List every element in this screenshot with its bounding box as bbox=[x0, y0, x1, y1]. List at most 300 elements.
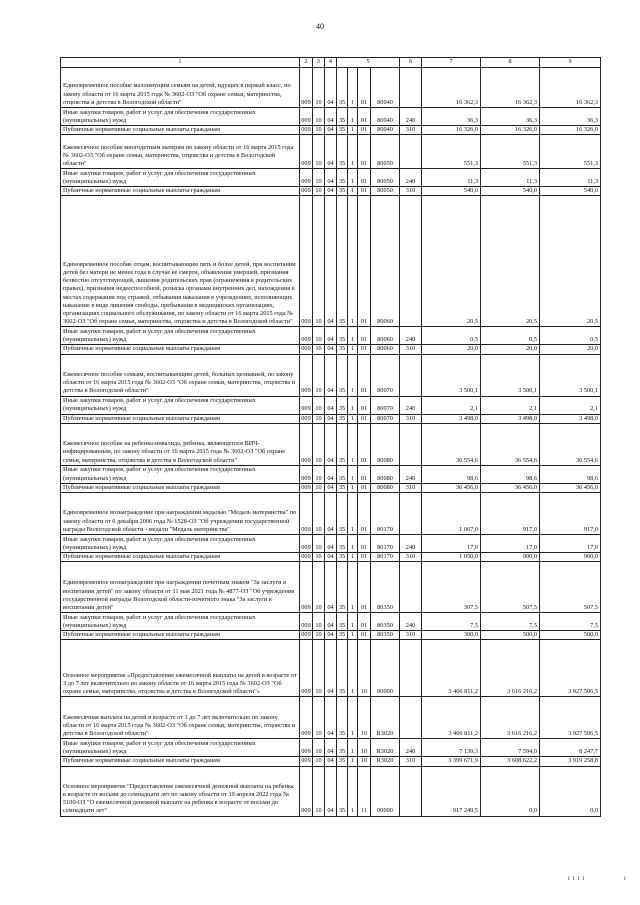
subsection-code: 04 bbox=[325, 423, 337, 465]
ministry-code: 009 bbox=[301, 126, 311, 133]
section-code: 10 bbox=[313, 196, 325, 327]
header-row bbox=[61, 58, 601, 68]
budget-table bbox=[60, 57, 601, 817]
section-code: 10 bbox=[313, 396, 325, 414]
program-code: 35 bbox=[337, 766, 348, 816]
program-code: 35 bbox=[337, 757, 348, 766]
amount-year-1: 36,3 bbox=[422, 108, 481, 126]
section-code: 10 bbox=[313, 354, 325, 396]
table-row bbox=[61, 562, 601, 613]
subsection-code: 04 bbox=[325, 126, 337, 135]
table-row bbox=[61, 535, 601, 553]
ministry-code: 009 bbox=[300, 535, 313, 553]
expense-type-code: 310 bbox=[400, 414, 422, 423]
program-code: 35 bbox=[337, 345, 348, 354]
column-header: 3 bbox=[313, 58, 325, 68]
program-code: 35 bbox=[337, 465, 348, 483]
event-code: 01 bbox=[358, 613, 371, 631]
row-description: Иные закупки товаров, работ и услуг для обеспечения государственных (муниципальных) нужд bbox=[61, 465, 300, 483]
program-code: 35 bbox=[337, 613, 348, 631]
subsection-code: 04 bbox=[325, 739, 337, 757]
amount-year-1: 36 554,6 bbox=[422, 423, 481, 465]
direction-code: 80170 bbox=[371, 493, 400, 535]
ministry-code: 009 bbox=[300, 68, 313, 108]
footer-mark: I I I I bbox=[568, 877, 586, 882]
subprogram-code: 1 bbox=[348, 423, 358, 465]
ministry-code: 009 bbox=[301, 553, 311, 561]
subprogram-code: 1 bbox=[348, 697, 358, 739]
subprogram-code: 1 bbox=[348, 396, 358, 414]
expense-type-code: 240 bbox=[400, 739, 422, 757]
amount-year-1: 3 406 811,2 bbox=[422, 640, 481, 697]
table-row bbox=[61, 396, 601, 414]
subsection-code: 04 bbox=[325, 169, 337, 187]
subprogram-code: 1 bbox=[348, 757, 358, 766]
direction-code: 80080 bbox=[371, 465, 400, 483]
ministry-code: 009 bbox=[301, 345, 311, 353]
expense-type-code: 240 bbox=[400, 613, 422, 631]
row-description: Ежемесячное пособие многодетным матерям по закону области от 16 марта 2015 года № 3602-ОЗ "Об охране семьи, материнства, отцовства и детства в Вологодской области" bbox=[61, 135, 300, 169]
amount-year-3: 36,3 bbox=[540, 108, 601, 126]
event-code: 01 bbox=[358, 396, 371, 414]
section-code: 10 bbox=[313, 553, 325, 562]
section-code: 10 bbox=[313, 126, 325, 135]
program-code: 35 bbox=[337, 562, 348, 613]
expense-type-code: 310 bbox=[400, 483, 422, 492]
amount-year-2: 20,5 bbox=[481, 196, 540, 327]
amount-year-2: 2,1 bbox=[481, 396, 540, 414]
table-row bbox=[61, 68, 601, 108]
amount-year-2: 3 500,1 bbox=[481, 354, 540, 396]
section-code: 10 bbox=[313, 640, 325, 697]
expense-type-code bbox=[400, 68, 422, 108]
subsection-code: 04 bbox=[325, 414, 337, 423]
amount-year-1: 917 249,5 bbox=[422, 766, 481, 816]
expense-type-code bbox=[400, 196, 422, 327]
section-code: 10 bbox=[313, 135, 325, 169]
subsection-code: 04 bbox=[325, 483, 337, 492]
direction-code: 80080 bbox=[371, 423, 400, 465]
row-description: Публичные нормативные социальные выплаты гражданам bbox=[61, 757, 300, 766]
subprogram-code: 1 bbox=[348, 169, 358, 187]
ministry-code: 009 bbox=[300, 640, 313, 697]
expense-type-code: 240 bbox=[400, 327, 422, 345]
amount-year-2: 0,5 bbox=[481, 327, 540, 345]
section-code: 10 bbox=[313, 423, 325, 465]
subprogram-code: 1 bbox=[348, 327, 358, 345]
table-row bbox=[61, 327, 601, 345]
expense-type-code: 310 bbox=[400, 345, 422, 354]
direction-code: 80080 bbox=[371, 483, 400, 492]
table-row bbox=[61, 423, 601, 465]
subprogram-code: 1 bbox=[348, 766, 358, 816]
amount-year-1: 551,3 bbox=[422, 135, 481, 169]
ministry-code: 009 bbox=[300, 613, 313, 631]
subprogram-code: 1 bbox=[348, 126, 358, 135]
program-code: 35 bbox=[337, 196, 348, 327]
amount-year-3: 11,3 bbox=[540, 169, 601, 187]
row-description: Публичные нормативные социальные выплаты гражданам bbox=[61, 631, 300, 640]
direction-code: 80070 bbox=[371, 396, 400, 414]
column-header: 6 bbox=[400, 58, 422, 68]
amount-year-3: 507,5 bbox=[540, 562, 601, 613]
amount-year-3: 2,1 bbox=[540, 396, 601, 414]
event-code: 01 bbox=[358, 423, 371, 465]
amount-year-1: 3 500,1 bbox=[422, 354, 481, 396]
amount-year-2: 7 594,0 bbox=[481, 739, 540, 757]
expense-type-code bbox=[400, 354, 422, 396]
event-code: 10 bbox=[358, 697, 371, 739]
expense-type-code: 310 bbox=[400, 126, 422, 135]
direction-code: R3020 bbox=[371, 757, 400, 766]
direction-code: 80070 bbox=[371, 354, 400, 396]
program-code: 35 bbox=[337, 327, 348, 345]
row-description: Единовременное пособие отцам, воспитывающим пять и более детей, при воспитании детей без матери не менее года в случае ее смерти, объявления умершей, признания безвестно отсутствующей, лишения родительских прав (ограничения в родительских правах), признания недееспособной, розыска органами внутренних дел, нахождения в местах содержания под стражей, отбывания наказания в учреждениях, исполняющих наказание в виде лишения свободы, пребывания в медицинских организациях, организациях социального обслуживания, по закону области от 16 марта 2015 года № 3602-ОЗ "Об охране семьи, материнства, отцовства и детства в Вологодской области" bbox=[61, 196, 300, 327]
event-code: 01 bbox=[358, 354, 371, 396]
direction-code: 80060 bbox=[371, 196, 400, 327]
row-description: Иные закупки товаров, работ и услуг для обеспечения государственных (муниципальных) нужд bbox=[61, 108, 300, 126]
event-code: 01 bbox=[358, 345, 371, 354]
amount-year-2: 540,0 bbox=[481, 187, 540, 196]
row-description: Публичные нормативные социальные выплаты гражданам bbox=[61, 483, 300, 492]
subsection-code: 04 bbox=[325, 196, 337, 327]
table-row bbox=[61, 196, 601, 327]
program-code: 35 bbox=[337, 135, 348, 169]
amount-year-3: 3 500,1 bbox=[540, 354, 601, 396]
table-row bbox=[61, 414, 601, 423]
amount-year-2: 0,0 bbox=[481, 766, 540, 816]
section-code: 10 bbox=[313, 535, 325, 553]
amount-year-1: 17,0 bbox=[422, 535, 481, 553]
event-code: 10 bbox=[358, 757, 371, 766]
ministry-code: 009 bbox=[300, 493, 313, 535]
section-code: 10 bbox=[313, 493, 325, 535]
row-description: Единовременное пособие малоимущим семьям на детей, идущих в первый класс, по закону области от 16 марта 2015 года № 3602-ОЗ "Об охране семьи, материнства, отцовства и детства в Вологодской области" bbox=[61, 68, 300, 108]
section-code: 10 bbox=[313, 108, 325, 126]
program-code: 35 bbox=[337, 423, 348, 465]
subsection-code: 04 bbox=[325, 396, 337, 414]
event-code: 01 bbox=[358, 135, 371, 169]
event-code: 01 bbox=[358, 562, 371, 613]
amount-year-1: 3 399 671,9 bbox=[422, 757, 481, 766]
amount-year-3: 0,5 bbox=[540, 327, 601, 345]
event-code: 01 bbox=[358, 187, 371, 196]
amount-year-3: 8 247,7 bbox=[540, 739, 601, 757]
subprogram-code: 1 bbox=[348, 562, 358, 613]
direction-code: 80060 bbox=[371, 327, 400, 345]
column-header: 4 bbox=[325, 58, 337, 68]
subsection-code: 04 bbox=[325, 68, 337, 108]
direction-code: 80060 bbox=[371, 345, 400, 354]
section-code: 10 bbox=[313, 327, 325, 345]
subsection-code: 04 bbox=[325, 766, 337, 816]
table-row bbox=[61, 465, 601, 483]
amount-year-2: 36 456,0 bbox=[481, 483, 540, 492]
amount-year-2: 507,5 bbox=[481, 562, 540, 613]
section-code: 10 bbox=[313, 68, 325, 108]
subsection-code: 04 bbox=[325, 187, 337, 196]
amount-year-2: 20,0 bbox=[481, 345, 540, 354]
row-description: Иные закупки товаров, работ и услуг для обеспечения государственных (муниципальных) нужд bbox=[61, 327, 300, 345]
subprogram-code: 1 bbox=[348, 414, 358, 423]
table-row bbox=[61, 108, 601, 126]
amount-year-2: 917,0 bbox=[481, 493, 540, 535]
event-code: 01 bbox=[358, 108, 371, 126]
subprogram-code: 1 bbox=[348, 135, 358, 169]
section-code: 10 bbox=[313, 187, 325, 196]
expense-type-code bbox=[400, 640, 422, 697]
amount-year-2: 3 616 216,2 bbox=[481, 640, 540, 697]
ministry-code: 009 bbox=[301, 757, 311, 765]
program-code: 35 bbox=[337, 739, 348, 757]
table-row bbox=[61, 766, 601, 816]
row-description: Ежемесячное пособие семьям, воспитывающим детей, больных целиакией, по закону области от 16 марта 2015 года № 3602-ОЗ "Об охране семьи, материнства, отцовства и детства в Вологодской области" bbox=[61, 354, 300, 396]
amount-year-3: 98,6 bbox=[540, 465, 601, 483]
ministry-code: 009 bbox=[301, 631, 311, 639]
program-code: 35 bbox=[337, 553, 348, 562]
ministry-code: 009 bbox=[301, 187, 311, 195]
ministry-code: 009 bbox=[300, 354, 313, 396]
section-code: 10 bbox=[313, 414, 325, 423]
amount-year-2: 11,3 bbox=[481, 169, 540, 187]
row-description: Иные закупки товаров, работ и услуг для обеспечения государственных (муниципальных) нужд bbox=[61, 739, 300, 757]
subsection-code: 04 bbox=[325, 535, 337, 553]
subsection-code: 04 bbox=[325, 345, 337, 354]
program-code: 35 bbox=[337, 169, 348, 187]
subprogram-code: 1 bbox=[348, 739, 358, 757]
amount-year-1: 20,0 bbox=[422, 345, 481, 354]
event-code: 01 bbox=[358, 493, 371, 535]
table-row bbox=[61, 697, 601, 739]
program-code: 35 bbox=[337, 697, 348, 739]
expense-type-code: 240 bbox=[400, 396, 422, 414]
subsection-code: 04 bbox=[325, 697, 337, 739]
ministry-code: 009 bbox=[300, 108, 313, 126]
program-code: 35 bbox=[337, 640, 348, 697]
subprogram-code: 1 bbox=[348, 187, 358, 196]
amount-year-3: 3 927 506,5 bbox=[540, 697, 601, 739]
ministry-code: 009 bbox=[300, 423, 313, 465]
event-code: 01 bbox=[358, 196, 371, 327]
subsection-code: 04 bbox=[325, 493, 337, 535]
row-description: Публичные нормативные социальные выплаты гражданам bbox=[61, 126, 300, 135]
amount-year-3: 3 498,0 bbox=[540, 414, 601, 423]
direction-code: 80350 bbox=[371, 613, 400, 631]
amount-year-1: 540,0 bbox=[422, 187, 481, 196]
expense-type-code: 240 bbox=[400, 169, 422, 187]
subsection-code: 04 bbox=[325, 553, 337, 562]
event-code: 01 bbox=[358, 553, 371, 562]
amount-year-3: 540,0 bbox=[540, 187, 601, 196]
amount-year-2: 16 326,0 bbox=[481, 126, 540, 135]
amount-year-2: 98,6 bbox=[481, 465, 540, 483]
ministry-code: 009 bbox=[300, 766, 313, 816]
amount-year-1: 3 498,0 bbox=[422, 414, 481, 423]
expense-type-code: 310 bbox=[400, 553, 422, 562]
amount-year-2: 16 362,3 bbox=[481, 68, 540, 108]
amount-year-3: 3 927 506,5 bbox=[540, 640, 601, 697]
amount-year-3: 20,5 bbox=[540, 196, 601, 327]
direction-code: 80050 bbox=[371, 169, 400, 187]
row-description: Основное мероприятие "Предоставление ежемесячной денежной выплаты на ребенка в возрасте от восьми до семнадцати лет по закону области от 19 апреля 2022 года № 5100-ОЗ "О ежемесячной денежной выплате на ребенка в возрасте от восьми до семнадцати лет" bbox=[61, 766, 300, 816]
ministry-code: 009 bbox=[300, 465, 313, 483]
table-row bbox=[61, 757, 601, 766]
subprogram-code: 1 bbox=[348, 493, 358, 535]
subsection-code: 04 bbox=[325, 354, 337, 396]
subprogram-code: 1 bbox=[348, 553, 358, 562]
program-code: 35 bbox=[337, 396, 348, 414]
amount-year-1: 1 050,0 bbox=[422, 553, 481, 562]
amount-year-2: 7,5 bbox=[481, 613, 540, 631]
expense-type-code: 310 bbox=[400, 757, 422, 766]
program-code: 35 bbox=[337, 483, 348, 492]
program-code: 35 bbox=[337, 187, 348, 196]
program-code: 35 bbox=[337, 126, 348, 135]
direction-code: 80070 bbox=[371, 414, 400, 423]
subsection-code: 04 bbox=[325, 757, 337, 766]
subsection-code: 04 bbox=[325, 327, 337, 345]
amount-year-3: 16 326,0 bbox=[540, 126, 601, 135]
event-code: 01 bbox=[358, 483, 371, 492]
ministry-code: 009 bbox=[301, 483, 311, 491]
row-description: Единовременное вознаграждение при награждении медалью "Медаль материнства" по закону области от 6 декабря 2006 года № 1528-ОЗ "Об учреждении государственной награды Вологодской области - медали "Медаль материнства" bbox=[61, 493, 300, 535]
amount-year-1: 98,6 bbox=[422, 465, 481, 483]
event-code: 10 bbox=[358, 640, 371, 697]
subprogram-code: 1 bbox=[348, 68, 358, 108]
table-row bbox=[61, 345, 601, 354]
table-row bbox=[61, 493, 601, 535]
column-header: 7 bbox=[422, 58, 481, 68]
section-code: 10 bbox=[313, 739, 325, 757]
amount-year-3: 900,0 bbox=[540, 553, 601, 562]
subsection-code: 04 bbox=[325, 465, 337, 483]
direction-code: 00000 bbox=[371, 766, 400, 816]
direction-code: 80050 bbox=[371, 135, 400, 169]
section-code: 10 bbox=[313, 613, 325, 631]
amount-year-1: 3 406 811,2 bbox=[422, 697, 481, 739]
amount-year-2: 3 498,0 bbox=[481, 414, 540, 423]
section-code: 10 bbox=[313, 697, 325, 739]
amount-year-3: 500,0 bbox=[540, 631, 601, 640]
amount-year-2: 900,0 bbox=[481, 553, 540, 562]
amount-year-1: 7 139,3 bbox=[422, 739, 481, 757]
direction-code: 80040 bbox=[371, 68, 400, 108]
ministry-code: 009 bbox=[301, 414, 311, 422]
expense-type-code: 240 bbox=[400, 108, 422, 126]
amount-year-1: 20,5 bbox=[422, 196, 481, 327]
amount-year-3: 16 362,3 bbox=[540, 68, 601, 108]
ministry-code: 009 bbox=[300, 169, 313, 187]
program-code: 35 bbox=[337, 493, 348, 535]
expense-type-code bbox=[400, 493, 422, 535]
ministry-code: 009 bbox=[300, 739, 313, 757]
event-code: 01 bbox=[358, 68, 371, 108]
table-row bbox=[61, 187, 601, 196]
amount-year-3: 36 554,6 bbox=[540, 423, 601, 465]
section-code: 10 bbox=[313, 483, 325, 492]
ministry-code: 009 bbox=[300, 562, 313, 613]
column-header: 8 bbox=[481, 58, 540, 68]
direction-code: 80040 bbox=[371, 126, 400, 135]
amount-year-3: 17,0 bbox=[540, 535, 601, 553]
amount-year-1: 11,3 bbox=[422, 169, 481, 187]
direction-code: 80170 bbox=[371, 535, 400, 553]
expense-type-code bbox=[400, 766, 422, 816]
ministry-code: 009 bbox=[300, 327, 313, 345]
page-number: 40 bbox=[316, 22, 324, 31]
row-description: Иные закупки товаров, работ и услуг для обеспечения государственных (муниципальных) нужд bbox=[61, 169, 300, 187]
expense-type-code bbox=[400, 135, 422, 169]
event-code: 01 bbox=[358, 465, 371, 483]
amount-year-1: 307,5 bbox=[422, 562, 481, 613]
section-code: 10 bbox=[313, 345, 325, 354]
table-row bbox=[61, 739, 601, 757]
table-row bbox=[61, 613, 601, 631]
amount-year-2: 551,3 bbox=[481, 135, 540, 169]
amount-year-1: 2,1 bbox=[422, 396, 481, 414]
column-header: 5 bbox=[337, 58, 400, 68]
program-code: 35 bbox=[337, 414, 348, 423]
expense-type-code bbox=[400, 562, 422, 613]
event-code: 01 bbox=[358, 631, 371, 640]
subsection-code: 04 bbox=[325, 562, 337, 613]
amount-year-3: 3 919 258,8 bbox=[540, 757, 601, 766]
table-row bbox=[61, 126, 601, 135]
subprogram-code: 1 bbox=[348, 483, 358, 492]
direction-code: 80350 bbox=[371, 631, 400, 640]
subprogram-code: 1 bbox=[348, 354, 358, 396]
event-code: 01 bbox=[358, 327, 371, 345]
subsection-code: 04 bbox=[325, 631, 337, 640]
section-code: 10 bbox=[313, 631, 325, 640]
column-header: 9 bbox=[540, 58, 601, 68]
ministry-code: 009 bbox=[300, 697, 313, 739]
section-code: 10 bbox=[313, 766, 325, 816]
amount-year-2: 36,3 bbox=[481, 108, 540, 126]
ministry-code: 009 bbox=[300, 396, 313, 414]
direction-code: 80170 bbox=[371, 553, 400, 562]
program-code: 35 bbox=[337, 535, 348, 553]
amount-year-1: 300,0 bbox=[422, 631, 481, 640]
amount-year-2: 500,0 bbox=[481, 631, 540, 640]
ministry-code: 009 bbox=[300, 135, 313, 169]
subprogram-code: 1 bbox=[348, 631, 358, 640]
row-description: Публичные нормативные социальные выплаты гражданам bbox=[61, 187, 300, 196]
amount-year-1: 16 362,3 bbox=[422, 68, 481, 108]
subsection-code: 04 bbox=[325, 108, 337, 126]
subprogram-code: 1 bbox=[348, 535, 358, 553]
row-description: Ежемесячное пособие на ребенка-инвалида, ребенка, являющегося ВИЧ-инфицированным, по закону области от 16 марта 2015 года № 3602-ОЗ "Об охране семьи, материнства, отцовства и детства в Вологодской области" bbox=[61, 423, 300, 465]
table-row bbox=[61, 169, 601, 187]
event-code: 10 bbox=[358, 739, 371, 757]
row-description: Единовременное вознаграждение при награждении почетным знаком "За заслуги в воспитании детей" по закону области от 11 мая 2021 года № 4877-ОЗ "Об учреждении государственной награды Вологодской области-почетного знака "За заслуги в воспитании детей" bbox=[61, 562, 300, 613]
subprogram-code: 1 bbox=[348, 196, 358, 327]
row-description: Основное мероприятие «Предоставление ежемесячной выплаты на детей в возрасте от 3 до 7 лет включительно по закону области от 16 марта 2015 года № 3602-ОЗ "Об охране семьи, материнства, отцовства и детства в Вологодской области"» bbox=[61, 640, 300, 697]
amount-year-2: 3 608 622,2 bbox=[481, 757, 540, 766]
ministry-code: 009 bbox=[300, 196, 313, 327]
subsection-code: 04 bbox=[325, 613, 337, 631]
subprogram-code: 1 bbox=[348, 613, 358, 631]
section-code: 10 bbox=[313, 465, 325, 483]
direction-code: 80050 bbox=[371, 187, 400, 196]
expense-type-code: 310 bbox=[400, 187, 422, 196]
amount-year-3: 20,0 bbox=[540, 345, 601, 354]
amount-year-1: 0,5 bbox=[422, 327, 481, 345]
row-description: Иные закупки товаров, работ и услуг для обеспечения государственных (муниципальных) нужд bbox=[61, 613, 300, 631]
program-code: 35 bbox=[337, 631, 348, 640]
program-code: 35 bbox=[337, 108, 348, 126]
direction-code: 00000 bbox=[371, 640, 400, 697]
